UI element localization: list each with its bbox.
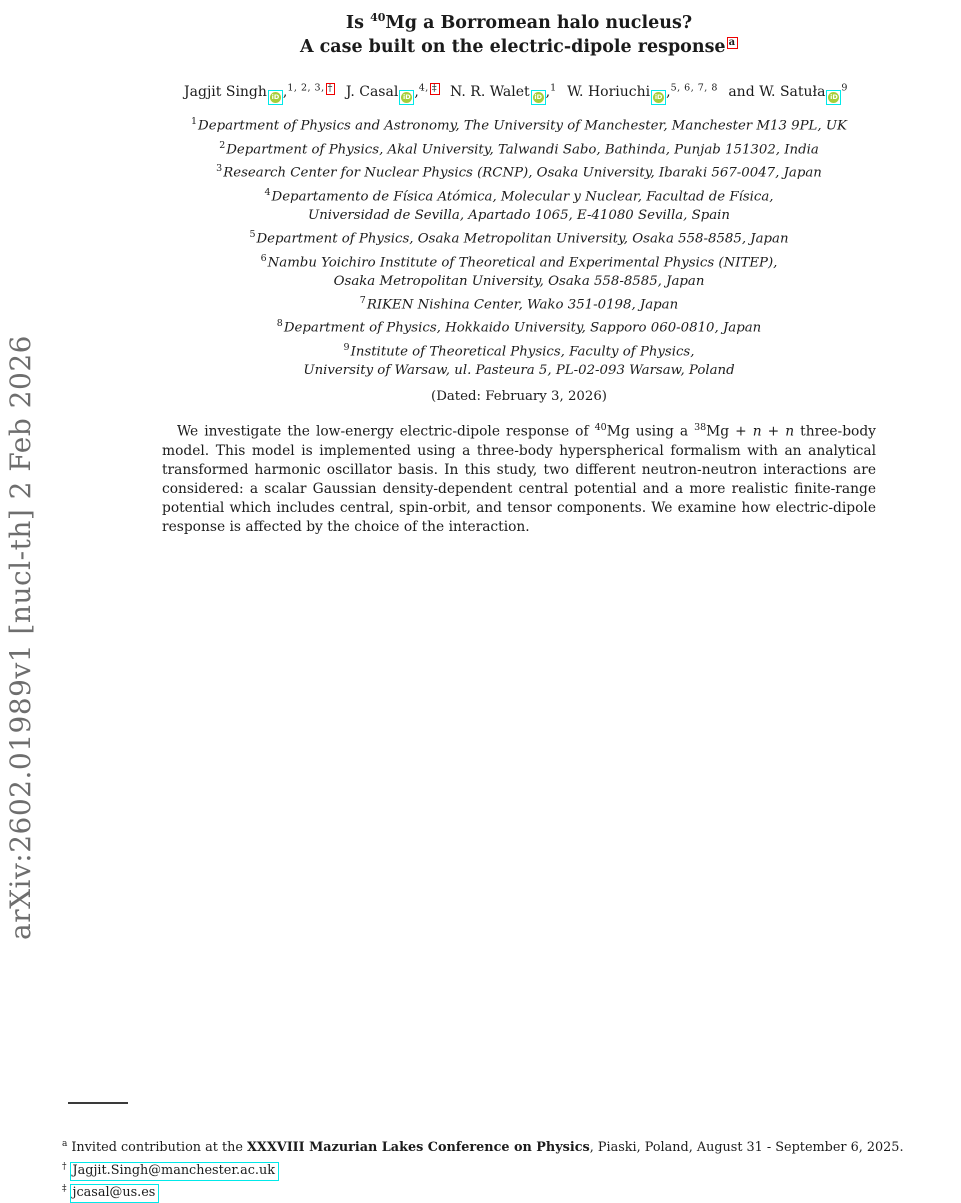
affiliation-list [58, 112, 961, 380]
conference-name: XXXVIII Mazurian Lakes Conference on Physics [246, 1140, 590, 1155]
affiliation-5: $^5$Department of Physics, Osaka Metropolitan University, Osaka 558-8585, Japan [249, 229, 789, 247]
affiliation-3: $^3$Research Center for Nuclear Physics (RCNP), Osaka University, Ibaraki 567-0047, Japan [216, 163, 822, 181]
affiliation-refs: 4, [418, 82, 429, 94]
footnote-ddagger-marker: ‡ [62, 1184, 67, 1194]
author-n-r-walet: N. R. Walet iD ,$^1$ [450, 84, 557, 100]
affiliation-2: $^2$Department of Physics, Akal University, Talwandi Sabo, Bathinda, Punjab 151302, India [219, 139, 819, 158]
ddagger-footnote-link[interactable]: ‡ [430, 83, 440, 95]
email-link-casal[interactable]: jcasal@us.es [70, 1184, 160, 1203]
footnote-block [62, 1102, 958, 1203]
abstract: We investigate the low-energy electric-dipole response of $^{40}$Mg using a $^{38}$Mg + n + n three-body model. This model is implemented using a three-body hyperspherical formalism with an analytical transformed harmonic oscillator basis. In this study, two different neutron-neutron interactions are considered: a scalar Gaussian density-dependent central potential and a more realistic finite-range potential which includes central, spin-orbit, and tensor components. We examine how electric-dipole response is affected by the choice of the interaction. [162, 422, 876, 536]
affiliation-refs: 1, 2, 3, [287, 82, 325, 94]
footnote-a: $^a$ Invited contribution at the XXXVIII Mazurian Lakes Conference on Physics, Piaski, Poland, August 31 - September 6, 2025. [62, 1139, 904, 1155]
affiliation-6-cont: Osaka Metropolitan University, Osaka 558-8585, Japan [333, 274, 705, 290]
dagger-footnote-link[interactable]: † [326, 83, 336, 95]
affiliation-8: $^8$Department of Physics, Hokkaido University, Sapporo 060-0810, Japan [276, 318, 762, 336]
footnote-ddagger [62, 1180, 958, 1203]
affiliation-1: $^1$Department of Physics and Astronomy, The University of Manchester, Manchester M13 9PL, UK [191, 116, 847, 134]
footnote-a-marker: a [62, 1139, 68, 1149]
neutron-symbol: n [752, 423, 762, 440]
author-jagjit-singh: Jagjit Singh iD ,$^{1, 2, 3,}$ † [184, 84, 335, 100]
dated-line: (Dated: February 3, 2026) [431, 389, 607, 405]
footnote-rule [68, 1102, 128, 1104]
title-line-2: A case built on the electric-dipole response $^a$ [58, 35, 961, 60]
author-w-horiuchi: W. Horiuchi iD ,$^{5, 6, 7, 8}$ [567, 84, 718, 100]
orcid-icon[interactable]: iD [399, 90, 414, 105]
affiliation-9-cont: University of Warsaw, ul. Pasteura 5, PL-02-093 Warsaw, Poland [303, 363, 735, 379]
author-line [58, 83, 961, 106]
title-footnote-link[interactable]: a [727, 37, 738, 49]
arxiv-watermark: arXiv:2602.01989v1 [nucl-th] 2 Feb 2026 [4, 335, 37, 940]
affiliation-refs: 9 [841, 82, 848, 94]
author-name: J. Casal [345, 84, 399, 101]
mass-number-superscript: 40 [370, 11, 386, 24]
affiliation-6: $^6$Nambu Yoichiro Institute of Theoretical and Experimental Physics (NITEP), [260, 252, 778, 271]
author-w-satula [728, 84, 848, 100]
affiliation-7: $^7$RIKEN Nishina Center, Wako 351-0198, Japan [359, 295, 679, 313]
affiliation-refs: 1 [550, 82, 557, 94]
affiliation-9: $^9$Institute of Theoretical Physics, Faculty of Physics, [343, 341, 695, 360]
orcid-icon[interactable]: iD [531, 90, 546, 105]
and-connector: and [728, 84, 760, 101]
author-name: W. Horiuchi [567, 84, 651, 101]
title-line-1: Is $^{40}$Mg a Borromean halo nucleus? [345, 11, 693, 33]
affiliation-4: $^4$Departamento de Física Atómica, Molecular y Nuclear, Facultad de Física, [264, 186, 774, 205]
mass-number-superscript: 40 [594, 422, 607, 434]
author-name: Jagjit Singh [184, 84, 267, 101]
affiliation-4-cont: Universidad de Sevilla, Apartado 1065, E-41080 Sevilla, Spain [308, 208, 730, 224]
orcid-icon[interactable]: iD [651, 90, 666, 105]
footnote-dagger-marker: † [62, 1161, 67, 1172]
author-name: N. R. Walet [450, 84, 530, 101]
footnote-dagger [62, 1158, 958, 1181]
author-j-casal: J. Casal iD ,$^{4,}$ ‡ [346, 84, 440, 100]
email-link-singh[interactable]: Jagjit.Singh@manchester.ac.uk [70, 1162, 279, 1181]
author-name: W. Satuła [759, 84, 826, 101]
neutron-symbol: n [785, 423, 795, 440]
mass-number-superscript: 38 [694, 422, 707, 434]
paper-title [58, 6, 961, 60]
orcid-icon[interactable]: iD [268, 90, 283, 105]
paper-page [58, 0, 961, 537]
affiliation-refs: 5, 6, 7, 8 [670, 82, 718, 94]
orcid-icon[interactable]: iD [826, 90, 841, 105]
